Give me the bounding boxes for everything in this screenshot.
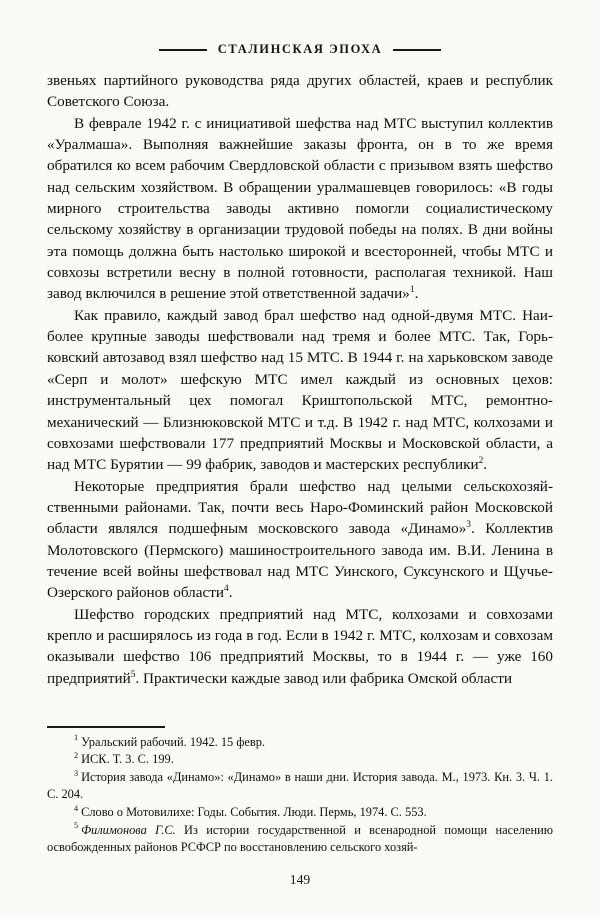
footnote-ref-4[interactable]: 4 <box>224 584 229 595</box>
footnote-text: История завода «Динамо»: «Динамо» в наши дни. История завода. М., 1973. Кн. 3. Ч. 1. С. 204. <box>47 769 553 802</box>
footnote-item <box>47 769 553 804</box>
paragraph-factories: Как правило, каждый завод брал шефство над одной-двумя МТС. Наиболее крупные заводы шефствовали над тремя и более МТС. Так, Горьковский автозавод взял шефство над 15 МТС. В 1944 г. на харьковском заводе «Серп и молот» шефскую МТС имел каждый из основных цехов: инструментальный цех помогал Криштопольской МТС, ремонтно-механический — Близнюковской МТС и т.д. В 1942 г. над МТС, колхозами и совхозами шефствовали 177 предприятий Москвы и Московской области, а над МТС Бурятии — 99 фабрик, заводов и мастерских республики$^2$. <box>47 306 553 474</box>
paragraph-continuation: звеньях партийного руководства ряда других областей, краев и республик Советского Союза. <box>47 72 553 111</box>
header-left-rule <box>159 49 207 51</box>
footnote-separator-rule <box>47 726 165 728</box>
footnote-ref-3[interactable]: 3 <box>466 520 471 531</box>
footnote-item <box>47 804 553 822</box>
paragraph-uralmash: В феврале 1942 г. с инициативой шефства над МТС выступил коллектив «Уралмаша». Выполняя важнейшие заказы фронта, он в то же время обратился ко всем рабочим Свердловской области с призывом взять шефство над сельским хозяйством. В обращении уралмашевцев говорилось: «В годы мирного строительства заводы активно помогли социалистическому сельскому хозяйству в организации трудовой победы на полях. В дни войны эта помощь должна быть настолько широкой и всесторонней, чтобы МТС и совхозы встретили весну в полной готовности, располагая техникой. Наш завод включился в решение этой ответственной задачи»$^1$. <box>47 114 553 303</box>
footnote-ref-5[interactable]: 5 <box>130 669 136 680</box>
footnote-block <box>47 726 553 857</box>
page-title: СТАЛИНСКАЯ ЭПОХА <box>217 42 383 56</box>
header-right-rule <box>393 49 441 51</box>
footnote-text: Слово о Мотовилихе: Годы. События. Люди. Пермь, 1974. С. 553. <box>81 804 427 819</box>
footnote-item <box>47 751 553 769</box>
footnote-item <box>47 822 553 857</box>
paragraph-growth: Шефство городских предприятий над МТС, колхозами и совхозами крепло и расширялось из года в год. Если в 1942 г. МТС, колхозам и совхозам оказывали шефство 106 предприятий Москвы, то в 1944 г. — уже 160 предприятий$^5$. Практически каждые завод или фабрика Омской области <box>47 605 553 687</box>
page-number: 149 <box>289 872 311 887</box>
footnote-text: Из истории государственной и всенародной помощи населению освобожденных районов РСФСР по восстановлению сельского хозяй- <box>47 822 553 855</box>
body-text-column <box>47 70 553 689</box>
footnote-marker: 3 <box>74 768 79 778</box>
footnote-ref-2[interactable]: 2 <box>478 456 484 467</box>
footnote-ref-1[interactable]: 1 <box>409 285 415 296</box>
footnote-marker: 2 <box>74 751 79 761</box>
footnote-author: Филимонова Г.С. <box>81 822 185 837</box>
footnote-marker: 5 <box>74 821 79 831</box>
footnote-text: Уральский рабочий. 1942. 15 февр. <box>81 734 265 749</box>
footnote-marker: 4 <box>74 803 79 813</box>
footnote-marker: 1 <box>74 733 79 743</box>
paragraph-districts: Некоторые предприятия брали шефство над целыми сельскохозяйственными районами. Так, почти весь Наро-Фоминский район Московской области являлся подшефным московского завода «Динамо»$^3$. Коллектив Молотовского (Пермского) машиностроительного завода им. В.И. Ленина в течение всей войны шефствовал над МТС Уинского, Суксунского и Щучье-Озерского районов области$^4$. <box>47 477 553 602</box>
footnote-text: ИСК. Т. 3. С. 199. <box>81 752 174 767</box>
running-header <box>47 42 553 57</box>
footnote-item <box>47 734 553 752</box>
